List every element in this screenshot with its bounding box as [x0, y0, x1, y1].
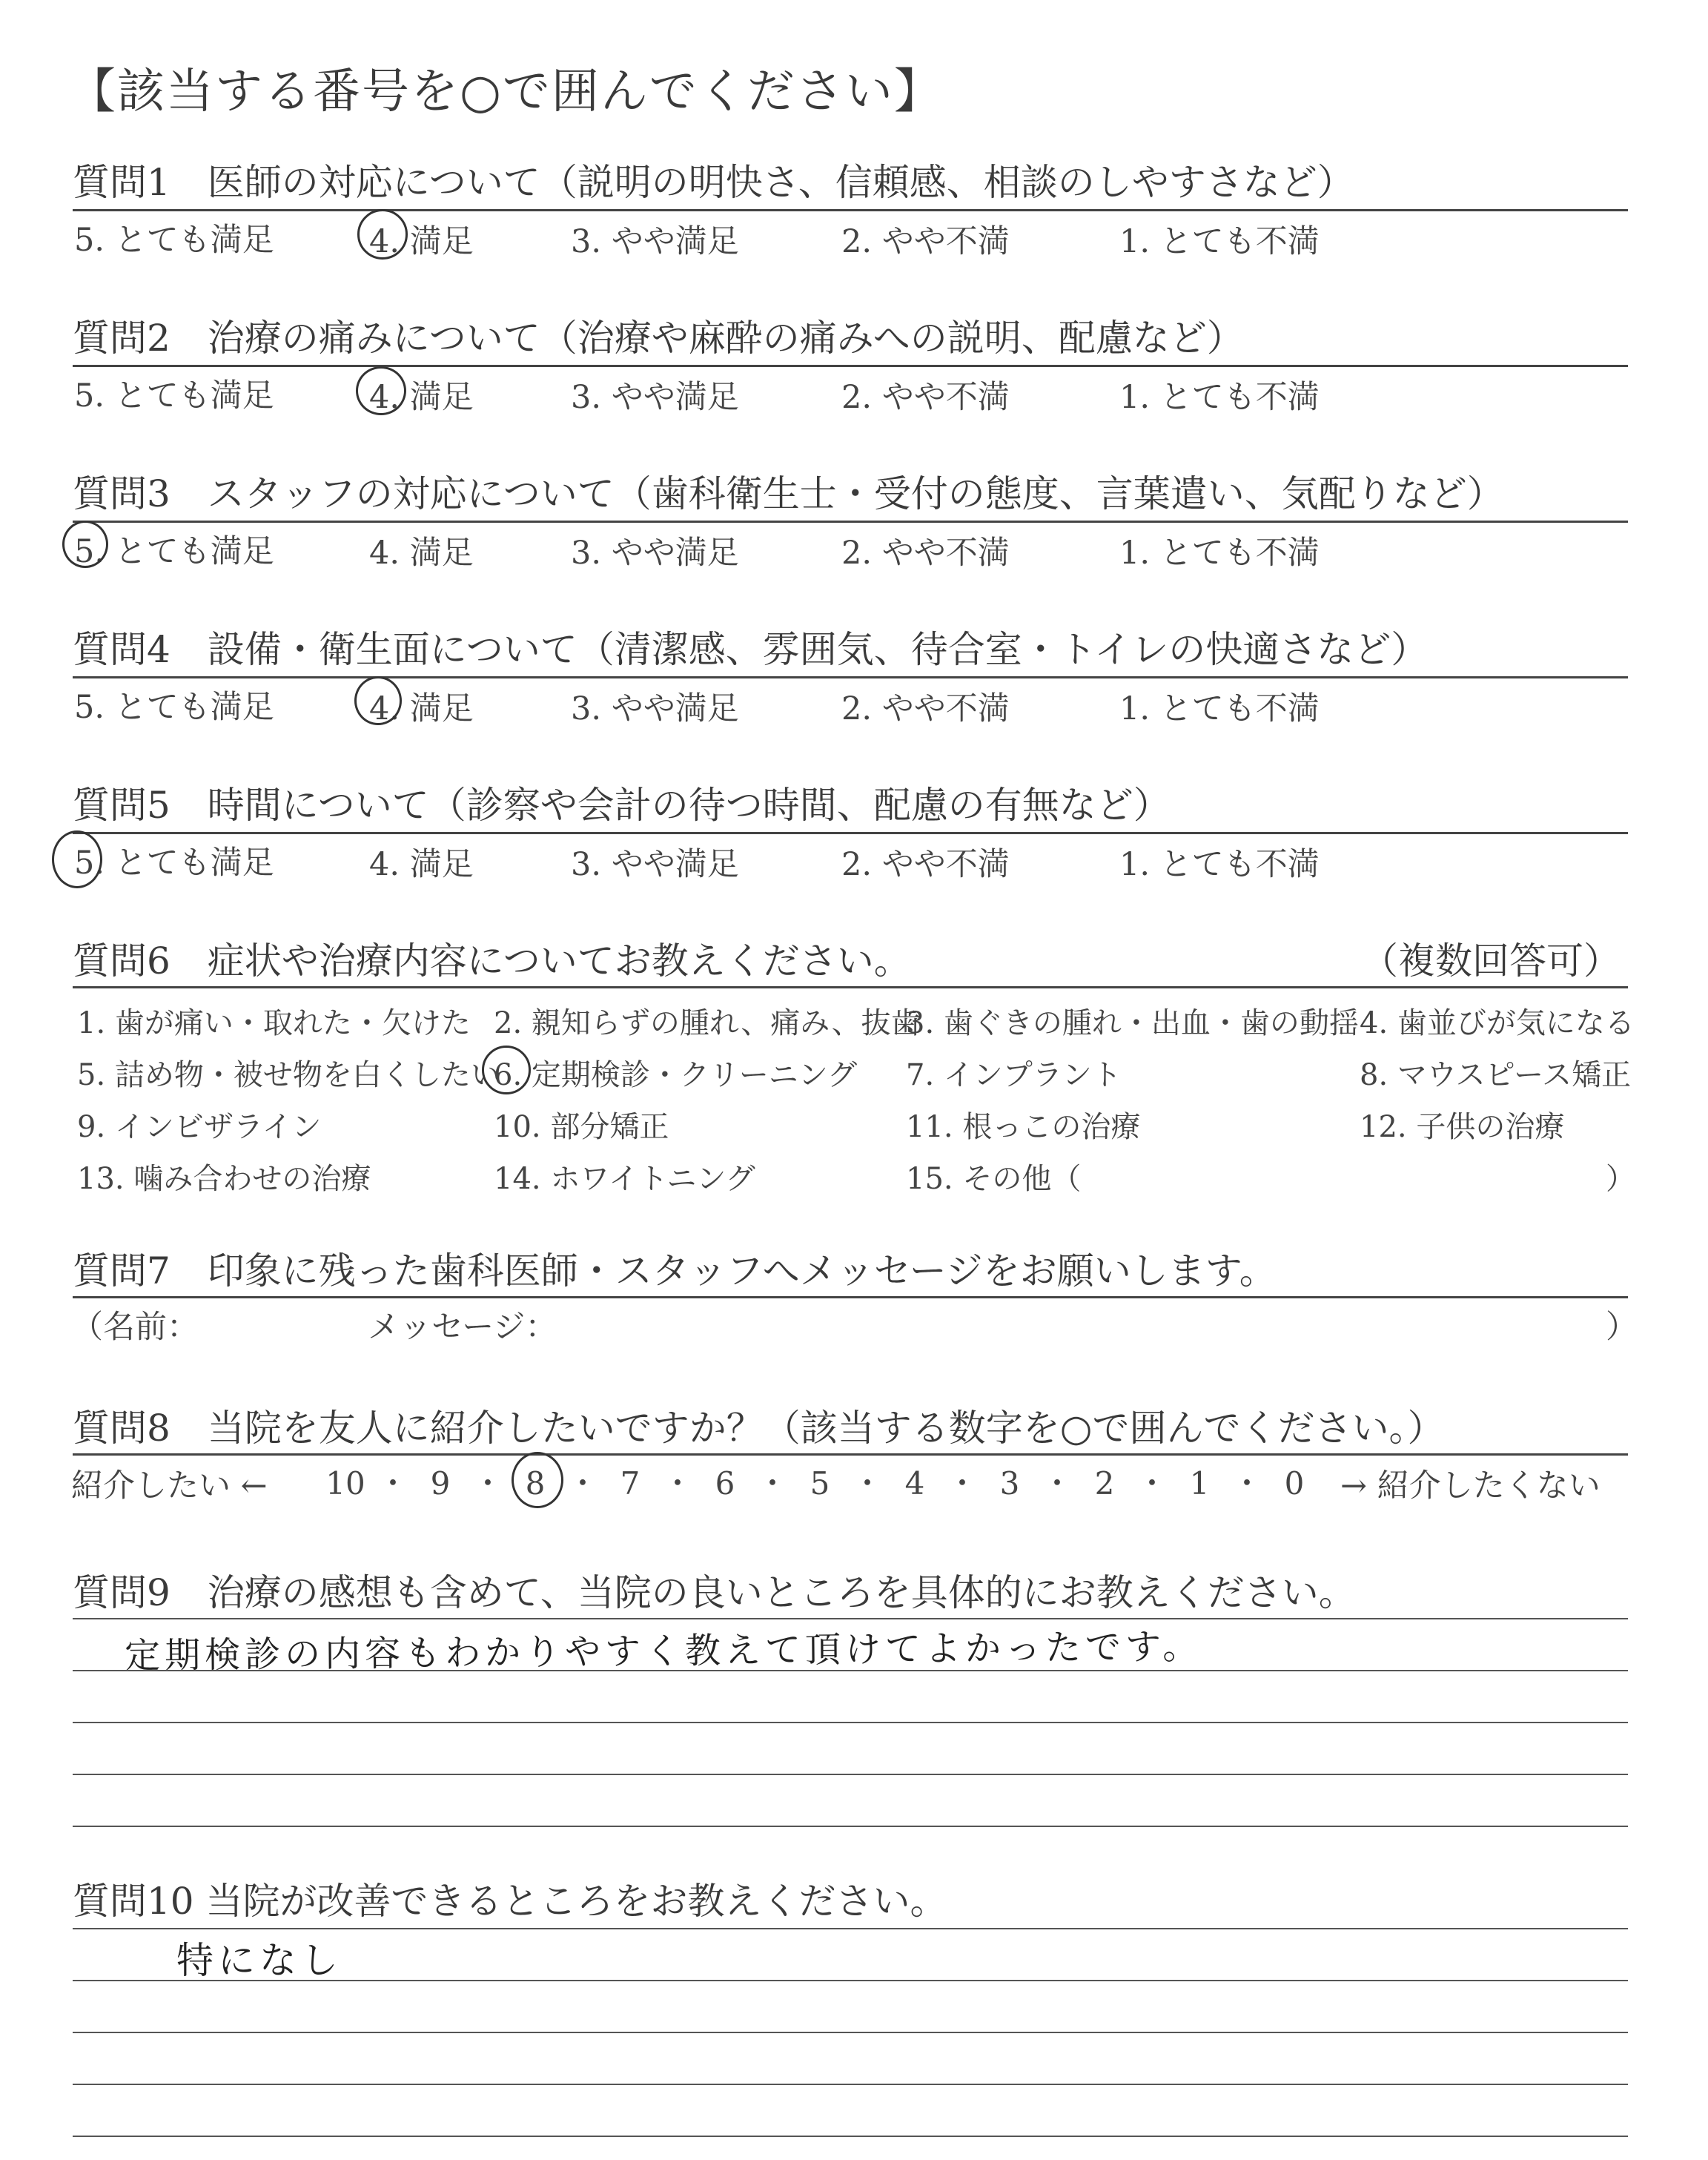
q6-option-1[interactable]: 1. 歯が痛い・取れた・欠けた	[77, 1006, 471, 1040]
q5-option-1[interactable]: 1. とても不満	[1119, 846, 1320, 883]
q6-option-9[interactable]: 9. インビザライン	[77, 1110, 322, 1144]
q8-scale-1[interactable]: 1	[1189, 1465, 1210, 1502]
q8-scale-9[interactable]: 9	[430, 1465, 451, 1502]
q6-option-2[interactable]: 2. 親知らずの腫れ、痛み、抜歯	[494, 1006, 921, 1040]
q8-scale-5[interactable]: 5	[810, 1465, 830, 1502]
question-5-title: 質問5 時間について（診察や会計の待つ時間、配慮の有無など）	[73, 784, 1171, 827]
q2-option-4[interactable]: 4. 満足	[369, 379, 474, 416]
q8-scale-separator: ・	[471, 1465, 503, 1502]
q3-option-3[interactable]: 3. やや満足	[571, 535, 739, 572]
q4-option-5[interactable]: 5. とても満足	[74, 689, 274, 726]
question-6-title: 質問6 症状や治療内容についてお教えください。	[73, 939, 911, 982]
q2-option-1[interactable]: 1. とても不満	[1119, 379, 1320, 416]
q1-option-2[interactable]: 2. やや不満	[841, 223, 1010, 260]
q9-line-5	[73, 1826, 1628, 1827]
q8-right-label: → 紹介したくない	[1340, 1467, 1601, 1505]
q6-option-10[interactable]: 10. 部分矯正	[494, 1110, 669, 1144]
q9-line-1	[73, 1618, 1628, 1619]
q8-scale-3[interactable]: 3	[999, 1465, 1020, 1502]
q8-scale-separator: ・	[377, 1465, 408, 1502]
q3-option-1[interactable]: 1. とても不満	[1119, 535, 1320, 572]
question-8-rule	[73, 1453, 1628, 1456]
q5-option-2[interactable]: 2. やや不満	[841, 846, 1010, 883]
q7-name-label: （名前：	[71, 1309, 199, 1346]
page-heading: 【該当する番号を○で囲んでください】	[68, 65, 943, 119]
question-4-title: 質問4 設備・衛生面について（清潔感、雰囲気、待合室・トイレの快適さなど）	[73, 628, 1429, 671]
q8-scale-8[interactable]: 8	[525, 1465, 546, 1502]
q10-line-3	[73, 2032, 1628, 2033]
q2-option-5[interactable]: 5. とても満足	[74, 377, 274, 415]
question-2-rule	[73, 365, 1628, 367]
q10-line-2	[73, 1980, 1628, 1981]
q6-option-4[interactable]: 4. 歯並びが気になる	[1360, 1006, 1635, 1040]
q8-scale-separator: ・	[1041, 1465, 1073, 1502]
q8-scale-6[interactable]: 6	[715, 1465, 735, 1502]
question-1-title: 質問1 医師の対応について（説明の明快さ、信頼感、相談のしやすさなど）	[73, 161, 1354, 204]
q8-scale-4[interactable]: 4	[904, 1465, 925, 1502]
q8-left-label: 紹介したい ←	[71, 1467, 268, 1505]
q8-scale-separator: ・	[851, 1465, 883, 1502]
q6-option-6[interactable]: 6. 定期検診・クリーニング	[494, 1058, 858, 1092]
q8-scale-separator: ・	[1136, 1465, 1168, 1502]
question-4-rule	[73, 676, 1628, 678]
question-5-rule	[73, 832, 1628, 834]
q8-scale-0[interactable]: 0	[1284, 1465, 1305, 1502]
q6-option-13[interactable]: 13. 噛み合わせの治療	[77, 1162, 371, 1196]
q6-option-12[interactable]: 12. 子供の治療	[1360, 1110, 1565, 1144]
q2-option-2[interactable]: 2. やや不満	[841, 379, 1010, 416]
q1-option-1[interactable]: 1. とても不満	[1119, 223, 1320, 260]
q8-scale-separator: ・	[756, 1465, 788, 1502]
question-7-rule	[73, 1296, 1628, 1298]
q3-option-5[interactable]: 5. とても満足	[74, 533, 274, 570]
q4-option-2[interactable]: 2. やや不満	[841, 690, 1010, 727]
q8-scale-separator: ・	[1231, 1465, 1262, 1502]
q6-option-11[interactable]: 11. 根っこの治療	[906, 1110, 1141, 1144]
q2-option-3[interactable]: 3. やや満足	[571, 379, 739, 416]
q10-line-1	[73, 1928, 1628, 1929]
q1-option-5[interactable]: 5. とても満足	[74, 222, 274, 259]
q10-handwritten-answer: 特になし	[176, 1939, 342, 1982]
question-2-title: 質問2 治療の痛みについて（治療や麻酔の痛みへの説明、配慮など）	[73, 317, 1244, 360]
q1-option-3[interactable]: 3. やや満足	[571, 223, 739, 260]
q5-option-5[interactable]: 5. とても満足	[74, 845, 274, 882]
question-8-title: 質問8 当院を友人に紹介したいですか？（該当する数字を○で囲んでください。）	[73, 1407, 1445, 1450]
question-3-title: 質問3 スタッフの対応について（歯科衛生士・受付の態度、言葉遣い、気配りなど）	[73, 472, 1504, 515]
question-10-title: 質問10 当院が改善できるところをお教えください。	[73, 1880, 947, 1923]
q5-option-3[interactable]: 3. やや満足	[571, 846, 739, 883]
question-6-note: （複数回答可）	[1361, 939, 1621, 982]
q8-scale-separator: ・	[566, 1465, 598, 1502]
q8-scale-10[interactable]: 10	[325, 1465, 365, 1502]
q6-option-5[interactable]: 5. 詰め物・被せ物を白くしたい	[77, 1058, 500, 1092]
q9-line-2	[73, 1670, 1628, 1671]
q7-close-paren: ）	[1606, 1309, 1638, 1346]
question-6-rule	[73, 986, 1628, 988]
q4-option-4[interactable]: 4. 満足	[369, 690, 474, 727]
q10-line-5	[73, 2136, 1628, 2137]
q6-option-7[interactable]: 7. インプラント	[906, 1058, 1122, 1092]
q9-line-3	[73, 1722, 1628, 1723]
q7-message-field[interactable]	[71, 1302, 1613, 1347]
q8-scale	[323, 1459, 1317, 1504]
q4-option-1[interactable]: 1. とても不満	[1119, 690, 1320, 727]
q8-scale-7[interactable]: 7	[620, 1465, 640, 1502]
q9-handwritten-answer: 定期検診の内容もわかりやすく教えて頂けてよかったです。	[124, 1625, 1203, 1677]
q8-scale-2[interactable]: 2	[1094, 1465, 1115, 1502]
q9-line-4	[73, 1774, 1628, 1775]
q3-option-4[interactable]: 4. 満足	[369, 535, 474, 572]
q10-line-4	[73, 2084, 1628, 2085]
q6-option-8[interactable]: 8. マウスピース矯正	[1360, 1058, 1632, 1092]
question-7-title: 質問7 印象に残った歯科医師・スタッフへメッセージをお願いします。	[73, 1249, 1277, 1292]
q7-message-label: メッセージ：	[368, 1309, 557, 1346]
q3-option-2[interactable]: 2. やや不満	[841, 535, 1010, 572]
q4-option-3[interactable]: 3. やや満足	[571, 690, 739, 727]
question-3-rule	[73, 521, 1628, 523]
q8-scale-separator: ・	[946, 1465, 978, 1502]
question-9-title: 質問9 治療の感想も含めて、当院の良いところを具体的にお教えください。	[73, 1571, 1356, 1614]
q5-option-4[interactable]: 4. 満足	[369, 846, 474, 883]
q6-option-14[interactable]: 14. ホワイトニング	[494, 1162, 755, 1196]
q6-option-3[interactable]: 3. 歯ぐきの腫れ・出血・歯の動揺	[906, 1006, 1359, 1040]
q6-other-close-paren: ）	[1606, 1162, 1635, 1196]
q8-scale-separator: ・	[661, 1465, 693, 1502]
q1-option-4[interactable]: 4. 満足	[369, 223, 474, 260]
q6-option-15[interactable]: 15. その他（	[906, 1162, 1082, 1196]
question-1-rule	[73, 209, 1628, 211]
